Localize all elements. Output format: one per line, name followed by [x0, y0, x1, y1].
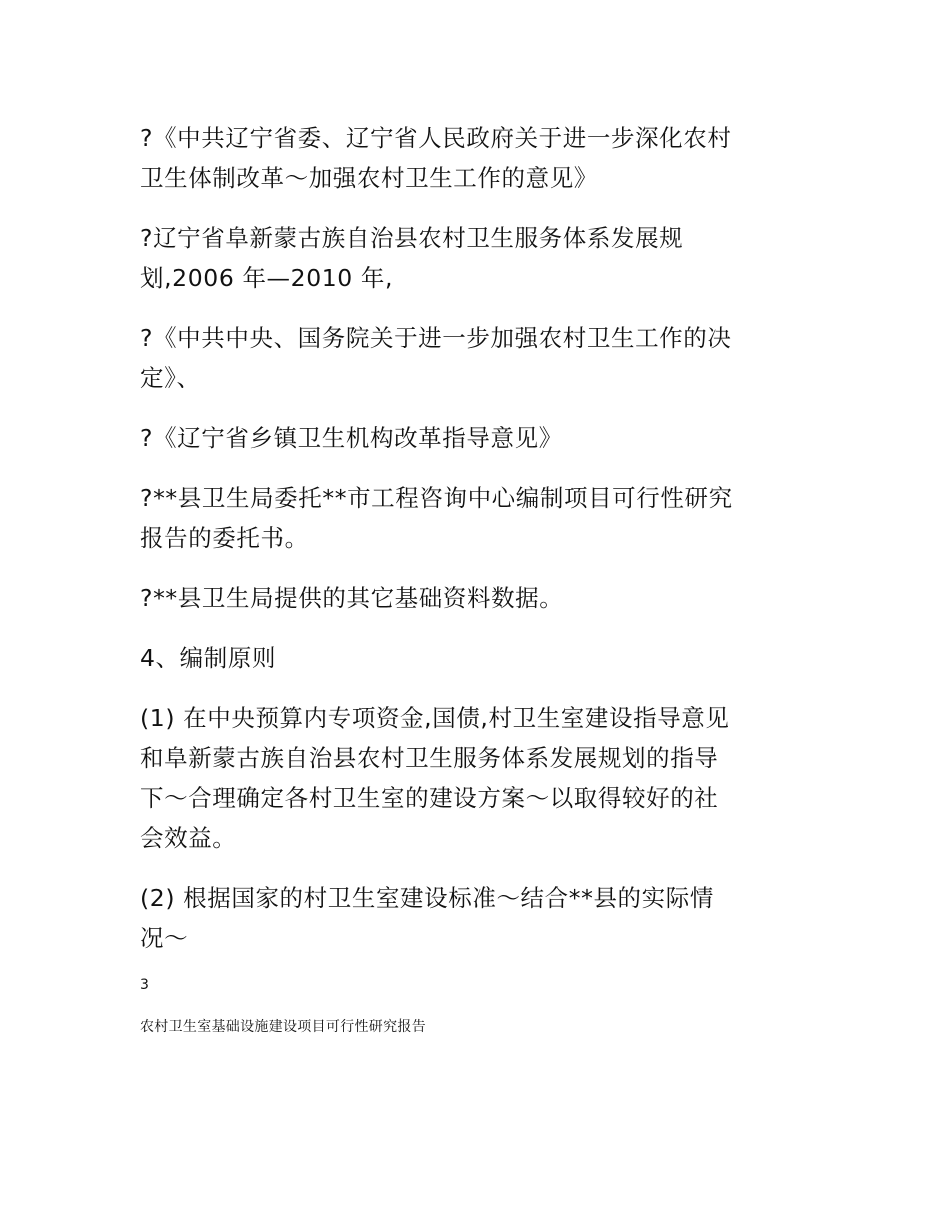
text-line: ?**县卫生局提供的其它基础资料数据。 — [140, 584, 564, 612]
text-line: 会效益。 — [140, 824, 237, 852]
body-text — [140, 118, 810, 978]
text-line: 和阜新蒙古族自治县农村卫生服务体系发展规划的指导 — [140, 744, 719, 772]
running-footer-title: 农村卫生室基础设施建设项目可行性研究报告 — [140, 1019, 426, 1035]
text-line: 况～ — [140, 924, 189, 952]
text-line: (1) 在中央预算内专项资金,国债,村卫生室建设指导意见 — [140, 704, 730, 732]
principle-item — [140, 878, 810, 958]
text-line: ?《中共中央、国务院关于进一步加强农村卫生工作的决 — [140, 324, 732, 352]
reference-item — [140, 578, 810, 618]
reference-item — [140, 218, 810, 298]
text-line: (2) 根据国家的村卫生室建设标准～结合**县的实际情 — [140, 884, 714, 912]
text-line: 划,2006 年—2010 年, — [140, 264, 394, 292]
page-number: 3 — [140, 977, 149, 993]
text-line: 定》、 — [140, 364, 201, 392]
text-line: 卫生体制改革～加强农村卫生工作的意见》 — [140, 164, 598, 192]
text-line: ?**县卫生局委托**市工程咨询中心编制项目可行性研究 — [140, 484, 733, 512]
section-heading — [140, 638, 810, 678]
text-line: ?辽宁省阜新蒙古族自治县农村卫生服务体系发展规 — [140, 224, 684, 252]
text-line: 报告的委托书。 — [140, 524, 309, 552]
reference-item — [140, 118, 810, 198]
text-line: 4、编制原则 — [140, 644, 277, 672]
text-line: ?《中共辽宁省委、辽宁省人民政府关于进一步深化农村 — [140, 124, 732, 152]
reference-item — [140, 418, 810, 458]
reference-item — [140, 478, 810, 558]
text-line: ?《辽宁省乡镇卫生机构改革指导意见》 — [140, 424, 563, 452]
text-line: 下～合理确定各村卫生室的建设方案～以取得较好的社 — [140, 784, 719, 812]
principle-item — [140, 698, 810, 858]
reference-item — [140, 318, 810, 398]
